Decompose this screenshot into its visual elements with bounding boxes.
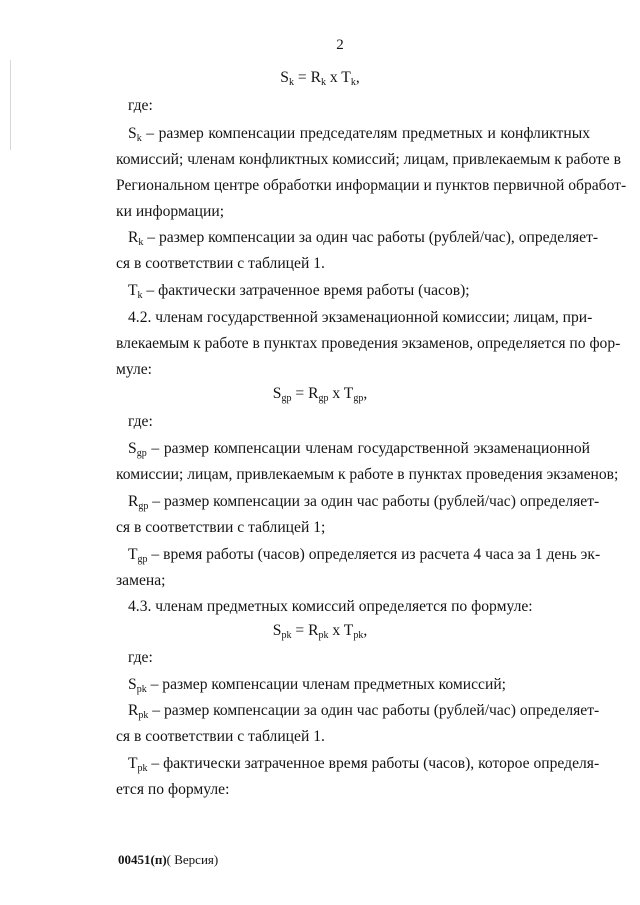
definition-sk-line4: ки информации; <box>116 203 225 220</box>
clause-4-3: 4.3. членам предметных комиссий определяется по формуле: <box>128 598 533 615</box>
definition-tpk-line2: ется по формуле: <box>116 781 230 798</box>
definition-rgp-line2: ся в соответствии с таблицей 1; <box>116 519 326 536</box>
definition-tgp-line2: замена; <box>116 572 166 589</box>
formula-spk: $S_{pk} = R_{pk}$ x $T_{pk}$, <box>272 622 368 641</box>
definition-sgp-line1: $S_{gp}$ – размер компенсации членам государственной экзаменационной <box>128 440 590 459</box>
definition-sgp-line2: комиссии; лицам, привлекаемым к работе в пунктах проведения экзаменов; <box>116 466 619 483</box>
clause-4-2-line2: влекаемым к работе в пунктах проведения экзаменов, определяется по фор- <box>116 335 621 352</box>
definition-tgp-line1: $T_{gp}$ – время работы (часов) определяется из расчета 4 часа за 1 день эк- <box>128 546 601 565</box>
formula-sk: $S_k = R_k$ x $T_k$, <box>280 69 360 88</box>
formula-sgp: $S_{gp} = R_{gp}$ x $T_{gp}$, <box>272 385 368 404</box>
document-code: 00451(п) <box>118 852 167 867</box>
clause-4-2-line3: муле: <box>116 361 153 378</box>
clause-4-2-line1: 4.2. членам государственной экзаменационной комиссии; лицам, при- <box>128 309 593 326</box>
document-version: ( Версия) <box>166 852 219 867</box>
definition-sk-line2: комиссий; членам конфликтных комиссий; лицам, привлекаемым к работе в <box>116 151 621 168</box>
where-label: где: <box>128 649 153 666</box>
definition-tpk-line1: $T_{pk}$ – фактически затраченное время работы (часов), которое определя- <box>128 755 600 774</box>
definition-spk: $S_{pk}$ – размер компенсации членам предметных комиссий; <box>128 676 507 695</box>
where-label: где: <box>128 97 153 114</box>
definition-rk-line2: ся в соответствии с таблицей 1. <box>116 255 325 272</box>
definition-rk-line1: $R_k$ – размер компенсации за один час работы (рублей/час), определяет- <box>128 229 599 248</box>
page-number: 2 <box>336 37 344 53</box>
document-footer <box>118 852 218 868</box>
definition-tk: $T_k$ – фактически затраченное время работы (часов); <box>128 282 470 301</box>
definition-rgp-line1: $R_{gp}$ – размер компенсации за один час работы (рублей/час) определяет- <box>128 493 600 512</box>
definition-sk-line3: Региональном центре обработки информации и пунктов первичной обработ- <box>116 177 627 194</box>
where-label: где: <box>128 413 153 430</box>
definition-rpk-line2: ся в соответствии с таблицей 1. <box>116 728 325 745</box>
definition-rpk-line1: $R_{pk}$ – размер компенсации за один час работы (рублей/час) определяет- <box>128 702 600 721</box>
definition-sk-line1: $S_k$ – размер компенсации председателям предметных и конфликтных <box>128 125 590 144</box>
